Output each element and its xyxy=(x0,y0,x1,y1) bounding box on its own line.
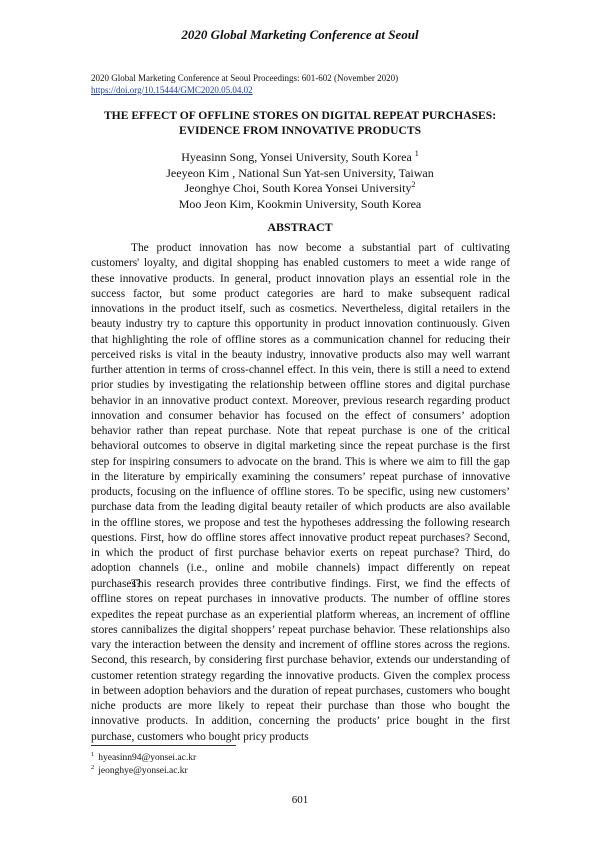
doi-link[interactable]: https://doi.org/10.15444/GMC2020.05.04.02 xyxy=(91,84,253,95)
paragraph-text: This research provides three contributive findings. First, we find the effects of offline stores on repeat purchases in innovative products. The number of offline stores expedites the repeat purchase as an experiential platform whereas, an increment of offline stores cannibalizes the digital shoppers’ repeat purchase behavior. These relationships also vary the interaction between the density and increment of offline stores across the regions. Second, this research, by considering first purchase behavior, extends our understanding of customer retention strategy regarding the innovative products. Given the complex process in between adoption behaviors and the duration of repeat purchases, customers who bought niche products are more likely to repeat their purchase than those who bought the innovative products. In addition, concerning the products’ price bought in the first purchase, customers who bought pricy products xyxy=(91,578,510,743)
author-line xyxy=(60,166,540,182)
author-name: Jeeyeon Kim , National Sun Yat-sen University, Taiwan xyxy=(166,165,434,180)
author-name: Jeonghye Choi, South Korea Yonsei University xyxy=(184,181,412,196)
author-list xyxy=(60,150,540,212)
abstract-heading: ABSTRACT xyxy=(267,220,333,234)
footnote-marker: 2 xyxy=(411,180,416,190)
footnote-divider xyxy=(91,745,236,746)
author-name: Hyeasinn Song, Yonsei University, South Korea xyxy=(181,150,415,164)
paper-title xyxy=(60,108,540,138)
proceedings-citation: 2020 Global Marketing Conference at Seoul Proceedings: 601-602 (November 2020) xyxy=(91,73,399,83)
footnote-email: jeonghye@yonsei.ac.kr xyxy=(98,766,188,776)
author-line xyxy=(60,197,540,213)
footnote-email: hyeasinn94@yonsei.ac.kr xyxy=(98,753,197,763)
abstract-paragraph xyxy=(91,577,510,745)
author-line xyxy=(60,181,540,197)
author-line xyxy=(60,150,540,166)
running-head: 2020 Global Marketing Conference at Seoul xyxy=(181,27,419,42)
proceedings-info xyxy=(91,73,398,96)
footnotes xyxy=(91,752,196,778)
footnote-mark: 1 xyxy=(91,750,95,758)
page-number: 601 xyxy=(291,794,309,806)
abstract-paragraph xyxy=(91,241,510,592)
footnote-marker: 1 xyxy=(414,149,419,158)
author-name: Moo Jeon Kim, Kookmin University, South Korea xyxy=(178,196,422,211)
footnote-mark: 2 xyxy=(91,763,95,771)
footnote xyxy=(91,765,196,778)
footnote xyxy=(91,752,196,765)
paragraph-text: The product innovation has now become a substantial part of cultivating customers' loyalty, and digital shopping has enabled customers to meet a wide range of these innovative products. In general, product innovation plays an essential role in the success factor, but some product categories are hard to make subsequent radical innovations in the product itself, such as cosmetics. Nevertheless, digital retailers in the beauty industry try to capture this opportunity in product innovation continuously. Given that highlighting the role of offline stores as a communication channel for reducing their perceived risks is vital in the beauty industry, innovative products also may well warrant further attention in terms of cross-channel effect. In this vein, there is still a need to extend prior studies by investigating the relationship between offline stores and digital purchase behavior in an innovative product context. Moreover, previous research regarding product innovation and consumer behavior has focused on the effect of consumers’ adoption behavior rather than repeat purchase. Note that repeat purchase is one of the critical behavioral outcomes to observe in digital marketing since the repeat purchase is the first step for inspiring consumers to advocate on the brand. This is where we aim to fill the gap in the literature by empirically examining the consumers’ repeat purchase of innovative products, focusing on the influence of offline stores. To be specific, using new customers’ purchase data from the leading digital beauty retailer of which products are also available in the offline stores, we propose and test the hypotheses addressing the following research questions. First, how do offline stores affect innovative product repeat purchases? Second, in which the product of first purchase behavior exerts on repeat purchase? Third, do adoption channels (i.e., online and mobile channels) impact differently on repeat purchases? xyxy=(91,242,510,590)
title-line: THE EFFECT OF OFFLINE STORES ON DIGITAL REPEAT PURCHASES: xyxy=(103,109,497,122)
title-line: EVIDENCE FROM INNOVATIVE PRODUCTS xyxy=(178,124,422,137)
